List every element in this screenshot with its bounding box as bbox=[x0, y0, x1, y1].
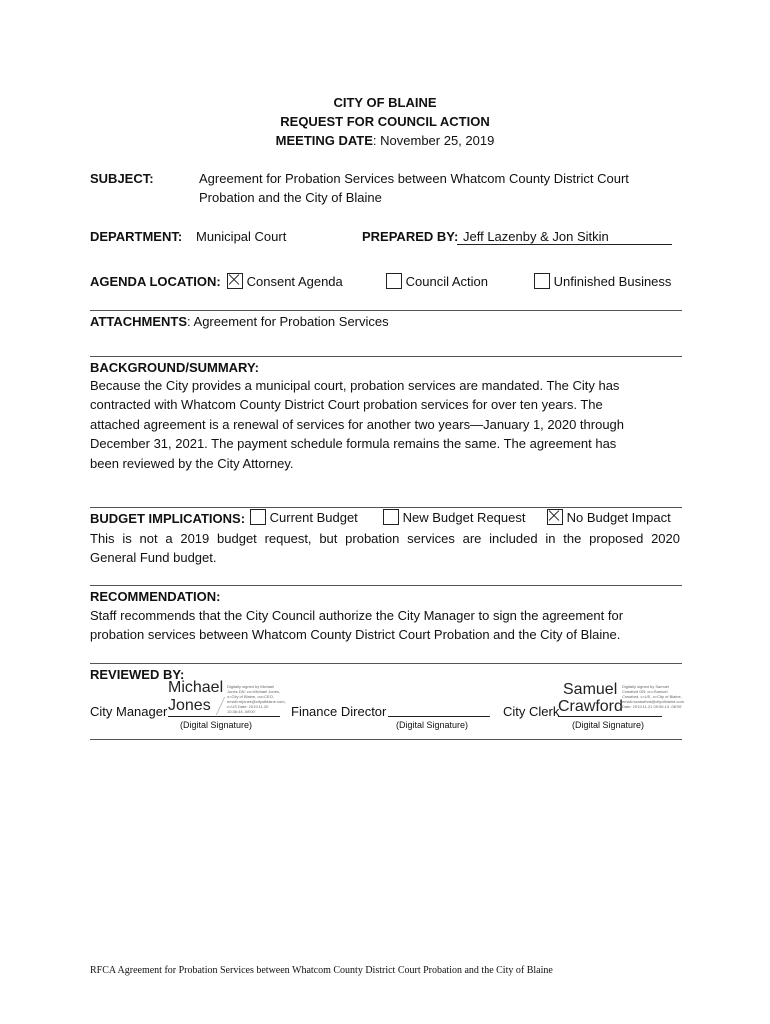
budget-line: This is not a 2019 budget request, but probation services are included in the proposed 2020 bbox=[90, 531, 680, 546]
budget-option-no-impact[interactable] bbox=[547, 509, 671, 525]
divider bbox=[90, 356, 682, 357]
prepared-by-label: PREPARED BY: bbox=[362, 229, 459, 244]
checkbox-icon[interactable] bbox=[250, 509, 266, 525]
budget-option-label: New Budget Request bbox=[402, 510, 526, 525]
agenda-option-consent[interactable] bbox=[227, 273, 343, 289]
city-manager-digital-signature: (Digital Signature) bbox=[180, 720, 253, 730]
finance-director-label: Finance Director bbox=[291, 704, 387, 719]
department-label: DEPARTMENT: bbox=[90, 229, 183, 244]
recommendation-label: RECOMMENDATION: bbox=[90, 589, 221, 604]
city-clerk-digital-signature: (Digital Signature) bbox=[572, 720, 645, 730]
checked-box-icon[interactable] bbox=[227, 273, 243, 289]
city-clerk-signature-last: Crawford bbox=[558, 698, 623, 715]
meeting-date-line bbox=[0, 133, 770, 148]
agenda-option-unfinished-business[interactable] bbox=[534, 273, 671, 289]
city-clerk-signature-details: Digitally signed by Samuel Crawford DN: cn=Samuel Crawford, c=US, o=City of Blaine, email=scrawford@cityofblaine.com Date: 2019.11.21 09:50:13 -08'00' bbox=[622, 684, 684, 709]
divider bbox=[90, 739, 682, 740]
department-value: Municipal Court bbox=[196, 229, 287, 244]
background-line: attached agreement is a renewal of services for another two years—January 1, 2020 through bbox=[90, 416, 625, 432]
checkbox-icon[interactable] bbox=[534, 273, 550, 289]
meeting-date-value: : November 25, 2019 bbox=[372, 133, 495, 148]
agenda-option-label: Council Action bbox=[405, 274, 489, 289]
background-label: BACKGROUND/SUMMARY: bbox=[90, 360, 259, 375]
prepared-by-value: Jeff Lazenby & Jon Sitkin bbox=[457, 229, 672, 245]
city-manager-label: City Manager bbox=[90, 704, 168, 719]
attachments-line bbox=[90, 314, 389, 329]
city-clerk-label: City Clerk bbox=[503, 704, 560, 719]
attachments-value: : Agreement for Probation Services bbox=[187, 314, 389, 329]
agenda-option-label: Unfinished Business bbox=[553, 274, 672, 289]
budget-line: General Fund budget. bbox=[90, 550, 217, 566]
subject-line-1: Agreement for Probation Services between Whatcom County District Court bbox=[199, 171, 629, 186]
budget-option-label: No Budget Impact bbox=[566, 510, 671, 525]
recommendation-line: probation services between Whatcom County District Court Probation and the City of Blaine. bbox=[90, 627, 621, 643]
agenda-location-label: AGENDA LOCATION: bbox=[90, 274, 221, 289]
meeting-date-label: MEETING DATE bbox=[275, 133, 373, 148]
subject-line-2: Probation and the City of Blaine bbox=[199, 190, 382, 205]
reviewed-by-label: REVIEWED BY: bbox=[90, 667, 185, 682]
agenda-option-label: Consent Agenda bbox=[246, 274, 343, 289]
budget-option-label: Current Budget bbox=[269, 510, 358, 525]
subject-label: SUBJECT: bbox=[90, 171, 154, 186]
city-manager-signature-last: Jones bbox=[168, 697, 211, 714]
request-title: REQUEST FOR COUNCIL ACTION bbox=[280, 114, 490, 129]
background-text bbox=[90, 376, 680, 473]
recommendation-line: Staff recommends that the City Council authorize the City Manager to sign the agreement for bbox=[90, 608, 624, 623]
budget-label: BUDGET IMPLICATIONS: bbox=[90, 511, 246, 526]
background-line: contracted with Whatcom County District Court probation services for over ten years. The bbox=[90, 397, 603, 413]
divider bbox=[90, 585, 682, 586]
divider bbox=[90, 507, 682, 508]
city-manager-signature-details: Digitally signed by Michael Jones DN: cn=Michael Jones, o=City of Blaine, ou=CEO, email=mjones@cityofblaine.com, c=US Date: 2019.11.20 10:36:44 -08'00' bbox=[227, 684, 286, 714]
divider bbox=[90, 310, 682, 311]
budget-option-new-request[interactable] bbox=[383, 509, 525, 525]
checked-box-icon[interactable] bbox=[547, 509, 563, 525]
checkbox-icon[interactable] bbox=[383, 509, 399, 525]
agenda-option-council-action[interactable] bbox=[386, 273, 488, 289]
budget-text bbox=[90, 529, 680, 568]
background-line: Because the City provides a municipal court, probation services are mandated. The City has bbox=[90, 378, 620, 393]
checkbox-icon[interactable] bbox=[386, 273, 402, 289]
city-manager-signature-first: Michael bbox=[168, 679, 224, 696]
city-title: CITY OF BLAINE bbox=[333, 95, 437, 110]
divider bbox=[90, 663, 682, 664]
recommendation-text bbox=[90, 606, 680, 645]
budget-option-current[interactable] bbox=[250, 509, 358, 525]
finance-director-signature-line bbox=[388, 700, 490, 717]
finance-director-digital-signature: (Digital Signature) bbox=[396, 720, 469, 730]
footer-text: RFCA Agreement for Probation Services between Whatcom County District Court Probation and the City of Blaine bbox=[90, 965, 553, 976]
background-line: been reviewed by the City Attorney. bbox=[90, 455, 294, 471]
background-line: December 31, 2021. The payment schedule formula remains the same. The agreement has bbox=[90, 436, 617, 452]
attachments-label: ATTACHMENTS bbox=[90, 314, 188, 329]
city-clerk-signature-first: Samuel bbox=[563, 681, 618, 698]
